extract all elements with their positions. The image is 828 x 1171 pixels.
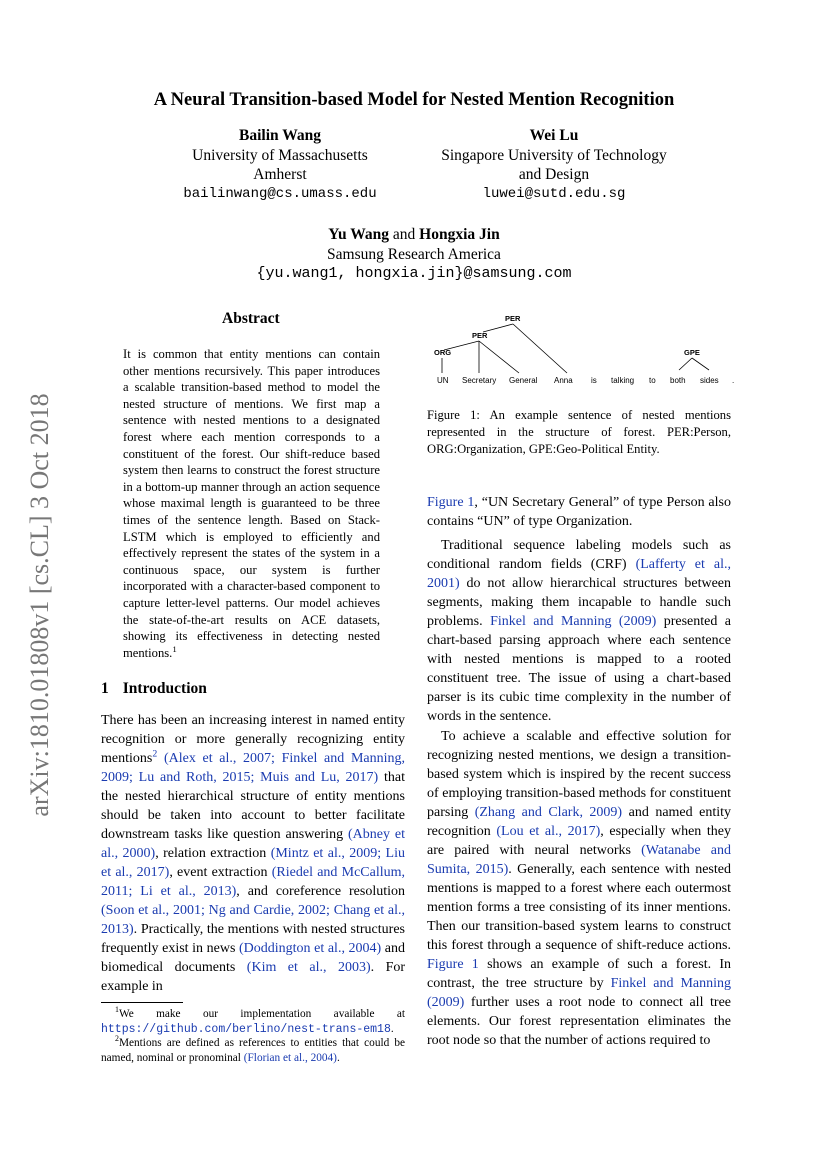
body-text: presented a chart-based parsing approach where each sentence with nested mentions is mapped to a rooted constituent tree. The issue of using a chart-based parser is its cubic time complexity in the number of words in the sentence. <box>427 614 732 724</box>
per-inner-label: PER <box>472 331 488 340</box>
body-text: , “UN Secretary General” of type Person also contains “UN” of type Organization. <box>427 495 731 529</box>
author-block-2 <box>424 126 684 204</box>
body-text: Traditional sequence labeling models such as conditional random fields (CRF) <box>427 538 731 572</box>
body-text: do not allow hierarchical structures between segments, making them incapable to handle such problems. <box>427 576 732 629</box>
section-title: Introduction <box>122 680 207 697</box>
abstract-heading: Abstract <box>222 310 280 327</box>
body-text: shows an example of such a forest. In contrast, the tree structure by <box>427 957 732 991</box>
body-text: . Generally, each sentence with nested mentions is mapped to a forest where each outermost mention forms a tree consisting of its inner mentions. Then our transition-based system learns to construct this forest through a sequence of shift-reduce actions. <box>427 862 731 953</box>
author-conjunction: and <box>392 226 416 243</box>
author-affiliation-line2: Amherst <box>253 166 307 183</box>
footnote-1 <box>101 1007 405 1037</box>
per-outer-label: PER <box>505 314 521 323</box>
word-label: UN <box>437 376 449 385</box>
citation-link[interactable]: (Florian et al., 2004) <box>243 1051 337 1064</box>
citation-link[interactable]: (Kim et al., 2003) <box>246 960 371 975</box>
abstract-text: It is common that entity mentions can contain other mentions recursively. This paper introduces a scalable transition-based method to model the nested structure of mentions. We first map a sentence with nested mentions to a designated forest where each mention corresponds to a constituent of the forest. Our shift-reduce based system then learns to construct the forest structure in a bottom-up manner through an action sequence whose maximal length is guaranteed to be three times of the sentence length. Based on Stack-LSTM which is employed to efficiently and effectively represent the states of the system in a continuous space, our system is further incorporated with a character-based component to capture letter-level patterns. Our model achieves the state-of-the-art results on ACE datasets, showing its effectiveness in detecting nested mentions. <box>123 347 380 660</box>
author-affiliation: Singapore University of Technology <box>441 146 667 164</box>
body-text: and named entity recognition <box>427 805 732 839</box>
footnote-number: 1 <box>115 1005 119 1015</box>
author-name: Wei Lu <box>529 127 579 144</box>
body-text: , relation extraction <box>155 846 267 861</box>
footnote-marker[interactable]: 2 <box>152 748 158 760</box>
author-email: bailinwang@cs.umass.edu <box>183 185 377 202</box>
author-email: luwei@sutd.edu.sg <box>482 185 626 202</box>
citation-link[interactable]: (Lou et al., 2017) <box>496 824 601 839</box>
intro-paragraph <box>101 711 405 996</box>
word-label: General <box>509 376 538 385</box>
footnote-punct: . <box>336 1051 340 1064</box>
per-inner-edge-general <box>479 341 519 373</box>
implementation-url-link[interactable]: https://github.com/berlino/nest-trans-em18 <box>101 1022 391 1036</box>
body-text: , event extraction <box>169 865 268 880</box>
word-label: both <box>670 376 686 385</box>
figure-1-caption: Figure 1: An example sentence of nested mentions represented in the structure of forest. PER:Person, ORG:Organization, GPE:Geo-Political Entity. <box>427 408 731 456</box>
citation-link[interactable]: (Alex et al., 2007; Finkel and Manning, 2009; Lu and Roth, 2015; Muis and Lu, 2017) <box>101 751 405 785</box>
figure-reference-link[interactable]: Figure 1 <box>427 495 475 510</box>
citation-link[interactable]: Finkel and Manning (2009) <box>427 976 731 1010</box>
author-name: Hongxia Jin <box>419 226 500 243</box>
footnote-marker[interactable]: 1 <box>172 643 177 654</box>
author-name: Bailin Wang <box>239 127 321 144</box>
abstract-body <box>123 346 380 661</box>
citation-link[interactable]: (Lafferty et al., 2001) <box>427 557 731 591</box>
author-affiliation: University of Massachusetts <box>192 146 368 164</box>
word-label: . <box>732 376 735 385</box>
paper-title: A Neural Transition-based Model for Nested Mention Recognition <box>153 90 675 110</box>
body-text: and biomedical documents <box>101 941 406 975</box>
author-block-3 <box>0 225 828 284</box>
citation-link[interactable]: (Riedel and McCallum, 2011; Li et al., 2013) <box>101 865 406 899</box>
arxiv-id-text: arXiv:1810.01808v1 [cs.CL] 3 Oct 2018 <box>25 393 54 817</box>
footnote-number: 2 <box>115 1034 119 1044</box>
footnote-punct: . <box>390 1022 394 1035</box>
per-inner-edge-org <box>444 341 479 350</box>
body-text: further uses a root node to connect all tree elements. Our forest representation eliminates the root node so that the number of actions required to <box>427 995 732 1048</box>
citation-link[interactable]: (Soon et al., 2001; Ng and Cardie, 2002; Chang et al., 2013) <box>101 903 405 937</box>
right-paragraph-1 <box>427 493 731 531</box>
footnote-rule <box>101 1002 183 1003</box>
citation-link[interactable]: (Mintz et al., 2009; Liu et al., 2017) <box>101 846 406 880</box>
body-text: . Practically, the mentions with nested structures frequently exist in news <box>101 922 405 956</box>
word-label: to <box>649 376 656 385</box>
citation-link[interactable]: (Abney et al., 2000) <box>101 827 406 861</box>
body-text: , especially when they are paired with neural networks <box>427 824 731 858</box>
figure-1-forest-diagram <box>427 310 747 395</box>
arxiv-side-stamp <box>20 370 60 840</box>
per-outer-edge-anna <box>513 324 567 373</box>
body-text: . For example in <box>101 960 406 994</box>
gpe-edge-both <box>679 358 692 370</box>
citation-link[interactable]: Finkel and Manning (2009) <box>490 614 657 629</box>
body-text: , and coreference resolution <box>236 884 405 899</box>
section-heading-introduction <box>101 680 207 698</box>
right-paragraph-3 <box>427 727 731 1050</box>
author-affiliation: Samsung Research America <box>327 245 501 263</box>
figure-reference-link[interactable]: Figure 1 <box>427 957 479 972</box>
footnote-text: We make our implementation available at <box>118 1008 405 1020</box>
footnote-2 <box>101 1036 405 1065</box>
per-outer-edge-per <box>483 324 513 332</box>
word-label: is <box>591 376 597 385</box>
word-label: Secretary <box>462 376 497 385</box>
body-text: To achieve a scalable and effective solution for recognizing nested mentions, we design a transition-based system which is inspired by the recent success of employing transition-based methods for constituent parsing <box>427 729 731 820</box>
word-label: sides <box>700 376 719 385</box>
author-email: {yu.wang1, hongxia.jin}@samsung.com <box>256 265 572 282</box>
citation-link[interactable]: (Doddington et al., 2004) <box>239 941 382 956</box>
body-text: that the nested hierarchical structure of entity mentions should be taken into account to better facilitate downstream tasks like question answering <box>101 770 405 842</box>
citation-link[interactable]: (Watanabe and Sumita, 2015) <box>427 843 732 877</box>
footnote-text: Mentions are defined as references to entities that could be named, nominal or pronominal <box>101 1037 405 1064</box>
word-label: Anna <box>554 376 573 385</box>
section-number: 1 <box>101 680 109 697</box>
gpe-edge-sides <box>692 358 709 370</box>
right-paragraph-2 <box>427 536 731 726</box>
author-block-1 <box>165 126 395 204</box>
citation-link[interactable]: (Zhang and Clark, 2009) <box>474 805 623 820</box>
author-affiliation-line2: and Design <box>518 166 590 183</box>
body-text: There has been an increasing interest in named entity recognition or more generally recognizing entity mentions <box>101 713 405 766</box>
gpe-label: GPE <box>684 348 700 357</box>
word-label: talking <box>611 376 635 385</box>
author-name: Yu Wang <box>328 226 390 243</box>
org-label: ORG <box>434 348 452 357</box>
